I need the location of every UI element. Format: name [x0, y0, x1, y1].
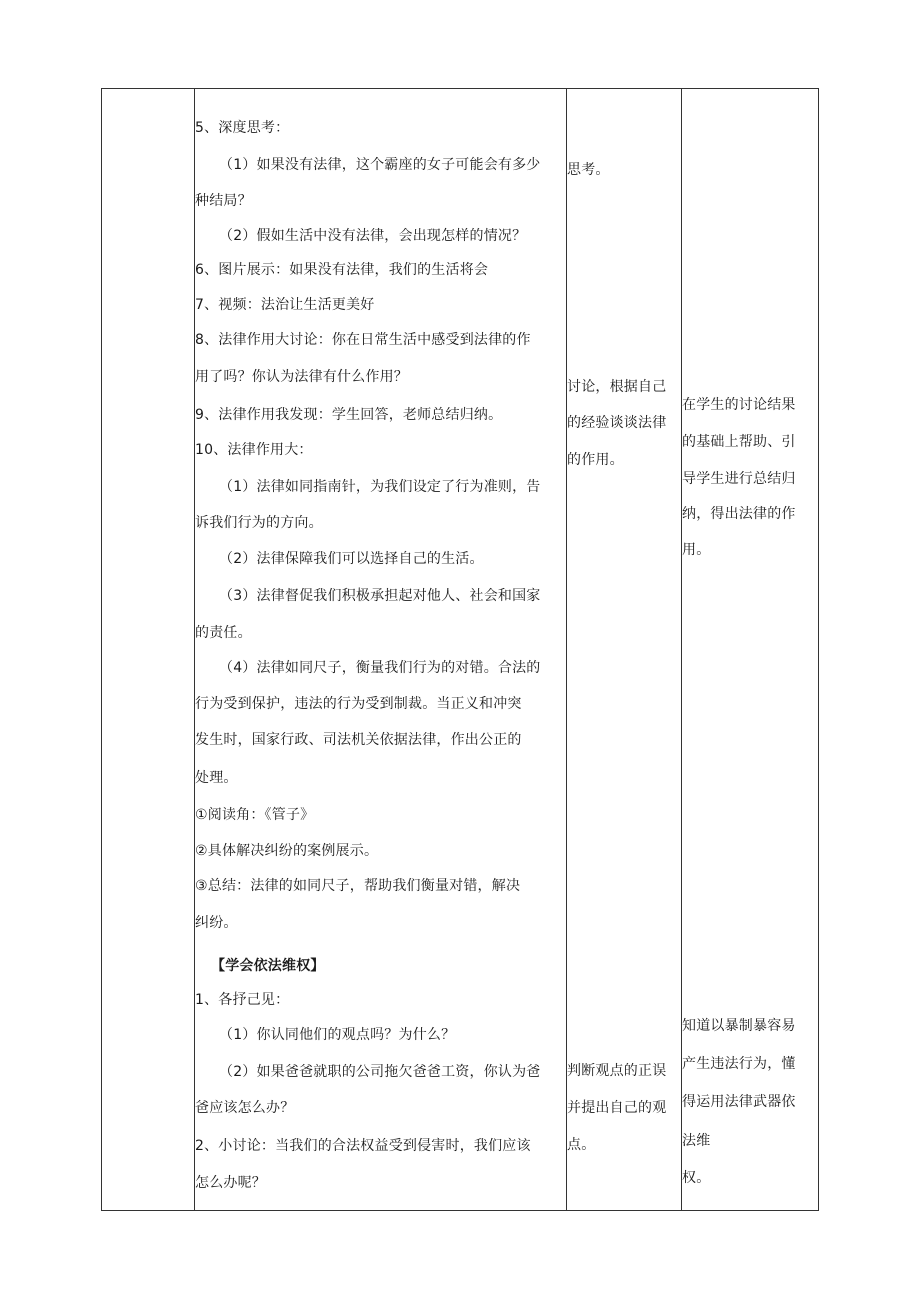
text-line: （1）法律如同指南针，为我们设定了行为准则，告: [219, 479, 541, 495]
text-line: 的基础上帮助、引: [682, 434, 796, 450]
text-line: 判断观点的正误: [567, 1063, 667, 1079]
text-line: 得运用法律武器依: [682, 1094, 796, 1110]
text-line: 8、法律作用大讨论：你在日常生活中感受到法律的作: [195, 332, 531, 348]
text-line: 5、深度思考：: [195, 120, 290, 136]
text-line: 用。: [682, 542, 711, 558]
teacher-intent-column: [682, 89, 818, 1210]
text-line: ③总结：法律的如同尺子，帮助我们衡量对错，解决: [195, 878, 521, 894]
text-line: 纳，得出法律的作: [682, 506, 796, 522]
text-line: 产生违法行为，懂: [682, 1056, 796, 1072]
text-line: （2）法律保障我们可以选择自己的生活。: [219, 551, 484, 567]
text-line: 的责任。: [195, 625, 252, 641]
text-line: 的作用。: [567, 452, 624, 468]
text-line: （1）你认同他们的观点吗？为什么？: [219, 1027, 456, 1043]
text-line: （1）如果没有法律，这个霸座的女子可能会有多少: [219, 157, 541, 173]
text-line: （2）如果爸爸就职的公司拖欠爸爸工资，你认为爸: [219, 1064, 541, 1080]
teaching-process-column: [195, 89, 565, 1210]
text-line: 点。: [567, 1137, 596, 1153]
text-line: 权。: [682, 1170, 711, 1186]
text-line: （3）法律督促我们积极承担起对他人、社会和国家: [219, 588, 541, 604]
text-line: 在学生的讨论结果: [682, 397, 796, 413]
text-line: ②具体解决纠纷的案例展示。: [195, 843, 379, 859]
text-line: 法维: [682, 1133, 711, 1149]
text-line: 10、法律作用大：: [195, 442, 313, 458]
text-line: 2、小讨论：当我们的合法权益受到侵害时，我们应该: [195, 1138, 531, 1154]
text-line: 处理。: [195, 770, 238, 786]
text-line: （2）假如生活中没有法律，会出现怎样的情况？: [219, 228, 527, 244]
text-line: （4）法律如同尺子，衡量我们行为的对错。合法的: [219, 660, 541, 676]
text-line: 行为受到保护，违法的行为受到制裁。当正义和冲突: [195, 696, 522, 712]
text-line: 1、各抒己见：: [195, 992, 290, 1008]
text-line: 导学生进行总结归: [682, 471, 796, 487]
section-heading: 【学会依法维权】: [211, 958, 325, 974]
lesson-table: [101, 88, 819, 1211]
text-line: 怎么办呢？: [195, 1175, 266, 1191]
text-line: 6、图片展示：如果没有法律，我们的生活将会: [195, 262, 489, 278]
text-line: 爸应该怎么办？: [195, 1100, 295, 1116]
text-line: 种结局？: [195, 193, 252, 209]
text-line: 思考。: [567, 162, 610, 178]
student-activity-column: [567, 89, 680, 1210]
text-line: 的经验谈谈法律: [567, 415, 667, 431]
text-line: 诉我们行为的方向。: [195, 515, 323, 531]
text-line: 7、视频：法治让生活更美好: [195, 297, 375, 313]
text-line: 发生时，国家行政、司法机关依据法律，作出公正的: [195, 732, 522, 748]
text-line: ①阅读角：《管子》: [195, 807, 315, 823]
text-line: 纠纷。: [195, 915, 238, 931]
text-line: 并提出自己的观: [567, 1100, 667, 1116]
text-line: 9、法律作用我发现：学生回答，老师总结归纳。: [195, 407, 503, 423]
text-line: 知道以暴制暴容易: [682, 1018, 796, 1034]
text-line: 用了吗？你认为法律有什么作用？: [195, 369, 408, 385]
text-line: 讨论，根据自己: [567, 379, 667, 395]
